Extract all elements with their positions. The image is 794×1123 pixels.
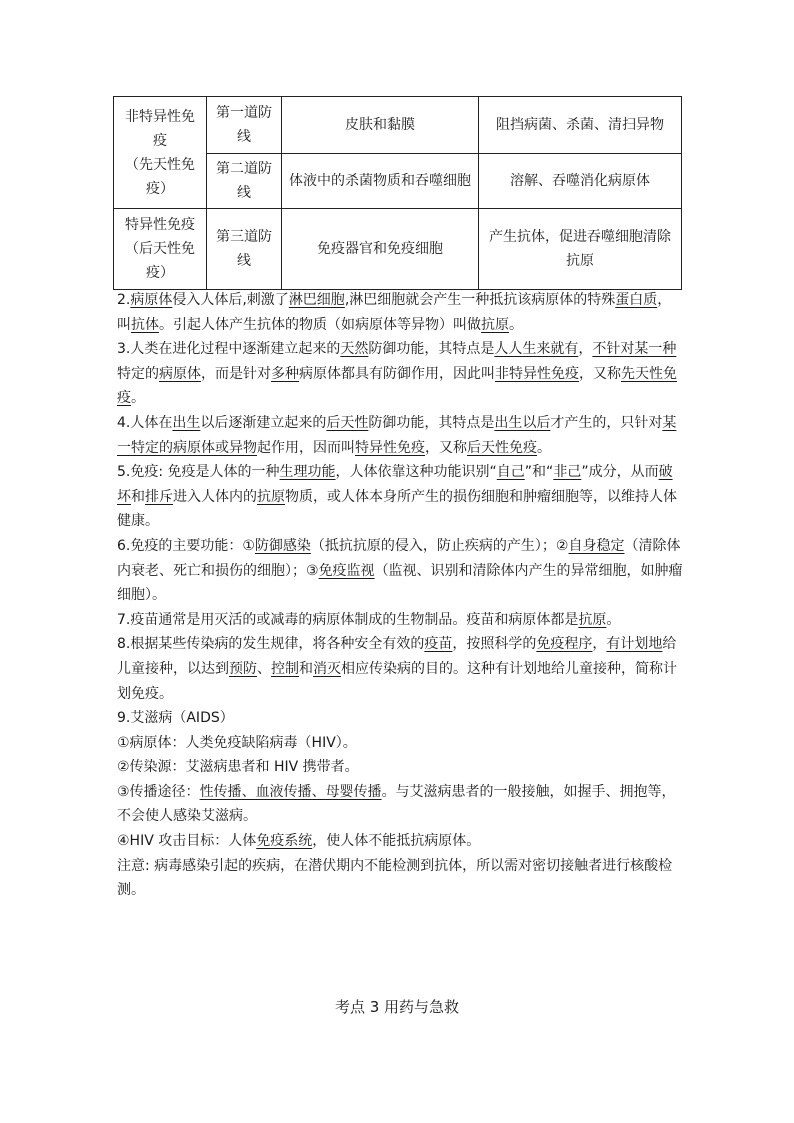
text: （抵抗抗原的侵入，防止疾病的产生）；② — [310, 537, 569, 554]
text: 5.免疫: 免疫是人体的一种 — [117, 464, 280, 481]
text: 相应传染病的目的。这种有计划地给儿童接种，简称计划免疫。 — [117, 660, 677, 702]
underlined-term: 免疫程序 — [536, 636, 593, 653]
underlined-term: 非特异性免疫 — [495, 365, 579, 382]
underlined-term: 后天性免疫 — [467, 439, 537, 456]
underlined-term: 性传播 — [199, 783, 242, 800]
text: 。引起人体产生抗体的物质（如病原体等异物）叫做 — [159, 316, 481, 333]
underlined-term: 预防 — [229, 660, 257, 677]
text: 防御功能，其特点是 — [368, 341, 495, 358]
cell-text: 疫 — [153, 132, 167, 149]
composition-cell: 体液中的杀菌物质和吞噬细胞 — [282, 154, 479, 209]
underlined-term: 多种 — [271, 365, 299, 382]
underlined-term: 出生以后 — [494, 414, 551, 431]
underlined-term: 病原体 — [130, 292, 173, 308]
text: ”和“ — [524, 464, 554, 481]
underlined-term: 有计划地 — [606, 636, 663, 653]
category-nonspecific-cell — [114, 97, 207, 209]
underlined-term: 某一特定的 — [117, 414, 677, 456]
paragraph-planned-immunization — [117, 632, 683, 706]
notes-body — [117, 288, 683, 903]
text: 以后逐渐建立起来的 — [200, 414, 327, 431]
underlined-term: 非己 — [553, 464, 582, 481]
text: ，人体依靠这种功能识别“ — [335, 464, 497, 481]
underlined-term: 抗体 — [131, 316, 159, 333]
underlined-term: 抗原 — [578, 611, 607, 628]
text: 给儿童接种，以达到 — [117, 636, 677, 677]
text: 。 — [509, 316, 523, 333]
cell-text: （先天性免 — [125, 156, 195, 173]
underlined-term: 人人生来就有 — [494, 341, 579, 358]
underlined-term: 免疫系统 — [256, 833, 313, 850]
cell-text: 疫） — [146, 180, 174, 197]
text: 防御功能，其特点是 — [368, 414, 495, 431]
text: 4.人体在 — [117, 414, 173, 431]
paragraph-immunity-definition — [117, 460, 683, 534]
underlined-term: 天然 — [340, 341, 369, 358]
text: ，叫 — [117, 292, 672, 333]
aids-pathogen: ①病原体：人类免疫缺陷病毒（HIV）。 — [117, 734, 357, 751]
function-cell — [479, 209, 682, 290]
underlined-term: 自身稳定 — [568, 537, 625, 554]
text: 6.免疫的主要功能：① — [117, 537, 255, 554]
text: ， — [592, 636, 607, 653]
defense-line-cell — [207, 97, 282, 154]
text: ③传播途径： — [117, 783, 200, 800]
cell-text: （后天性免 — [125, 241, 195, 257]
text: ， — [578, 341, 593, 358]
underlined-term: 先天性免疫 — [117, 365, 677, 407]
underlined-term: 自己 — [496, 464, 525, 481]
cell-text: 抗原 — [566, 253, 594, 269]
text: 侵入人体后,刺激了 — [172, 292, 289, 308]
underlined-term: 特异性免疫 — [355, 439, 425, 456]
text: ，使人体不能抵抗病原体。 — [312, 833, 481, 850]
underlined-term: 后天性 — [326, 414, 369, 431]
text: 、 — [257, 660, 271, 677]
underlined-term: 蛋白质 — [615, 292, 658, 308]
underlined-term: 免疫监视 — [318, 562, 375, 579]
paragraph-immune-functions — [117, 534, 683, 608]
underlined-term: 淋巴细胞 — [288, 292, 345, 308]
cell-text: 第一道防 — [216, 105, 272, 121]
underlined-term: 抗原 — [257, 488, 285, 505]
underlined-term: 病原体或异物 — [173, 439, 257, 456]
aids-transmission — [117, 780, 683, 829]
text: 、 — [311, 783, 326, 800]
text: 。 — [131, 390, 145, 407]
text: 才产生的，只针对 — [550, 414, 663, 431]
text: ”成分，从而 — [581, 464, 659, 481]
cell-text: 线 — [237, 253, 251, 269]
cell-text: 第二道防 — [216, 161, 272, 177]
aids-source: ②传染源：艾滋病患者和 HIV 携带者。 — [117, 759, 359, 776]
text: （清除体内衰老、死亡和损伤的细胞）；③ — [117, 537, 681, 579]
underlined-term: 病原体 — [159, 365, 201, 382]
aids-target — [117, 829, 683, 854]
text: 、 — [241, 783, 256, 800]
paragraph-antibody — [117, 288, 683, 337]
table-row — [114, 209, 682, 290]
text: 进入人体内的 — [173, 488, 257, 505]
underlined-term: 破坏 — [117, 464, 673, 505]
underlined-term: 控制 — [271, 660, 299, 677]
text: ,淋巴细胞就会产生一种抵抗该病原体的特殊 — [344, 292, 616, 308]
cell-text: 产生抗体，促进吞噬细胞清除 — [489, 229, 671, 245]
defense-line-cell — [207, 209, 282, 290]
text: 。与艾滋病患者的一般接触，如握手、拥抱等，不会使人感染艾滋病。 — [117, 783, 676, 825]
underlined-term: 疫苗 — [424, 636, 453, 653]
text: 2. — [117, 292, 131, 308]
text: 起作用，因而叫 — [257, 439, 355, 456]
function-cell: 阻挡病菌、杀菌、清扫异物 — [479, 97, 682, 154]
text: 3.人类在进化过程中逐渐建立起来的 — [117, 341, 341, 358]
text: 。 — [606, 611, 621, 628]
text: 。 — [537, 439, 551, 456]
text: 7.疫苗通常是用灭活的或减毒的病原体制成的生物制品。疫苗和病原体都是 — [117, 611, 579, 628]
paragraph-vaccine — [117, 608, 683, 633]
text: （监视、识别和清除体内产生的异常细胞，如肿瘤细胞）。 — [117, 562, 683, 604]
category-specific-cell — [114, 209, 207, 290]
text: 物质，或人体本身所产生的损伤细胞和肿瘤细胞等，以维持人体健康。 — [117, 488, 677, 530]
cell-text: 线 — [237, 185, 251, 201]
paragraph-nonspecific-immunity — [117, 337, 683, 411]
underlined-term: 防御感染 — [254, 537, 311, 554]
underlined-term: 排斥 — [145, 488, 173, 505]
text: ④HIV 攻击目标：人体 — [117, 833, 257, 850]
cell-text: 线 — [237, 129, 251, 145]
cell-text: 疫） — [146, 265, 174, 281]
text: 和 — [299, 660, 313, 677]
defense-line-cell — [207, 154, 282, 209]
underlined-term: 血液传播 — [255, 783, 312, 800]
composition-cell: 免疫器官和免疫细胞 — [282, 209, 479, 290]
underlined-term: 消灭 — [313, 660, 341, 677]
section-heading: 考点 3 用药与急救 — [334, 998, 460, 1016]
text: 特定的 — [117, 365, 159, 382]
paragraph-specific-immunity — [117, 411, 683, 460]
text: 和 — [131, 488, 145, 505]
underlined-term: 抗原 — [481, 316, 509, 333]
text: ，又称 — [579, 365, 621, 382]
cell-text: 特异性免疫 — [125, 217, 195, 233]
text: 病原体都具有防御作用，因此叫 — [299, 365, 495, 382]
text: ，按照科学的 — [452, 636, 537, 653]
underlined-term: 母婴传播 — [325, 783, 382, 800]
function-cell: 溶解、吞噬消化病原体 — [479, 154, 682, 209]
text: 8.根据某些传染病的发生规律，将各种安全有效的 — [117, 636, 425, 653]
cell-text: 第三道防 — [216, 229, 272, 245]
underlined-term: 出生 — [172, 414, 201, 431]
underlined-term: 不针对某一种 — [592, 341, 677, 358]
composition-cell: 皮肤和黏膜 — [282, 97, 479, 154]
immune-defense-table — [113, 96, 682, 290]
note-paragraph: 注意: 病毒感染引起的疾病，在潜伏期内不能检测到抗体，所以需对密切接触者进行核酸检测。 — [117, 857, 673, 899]
text: ，又称 — [425, 439, 467, 456]
underlined-term: 生理功能 — [279, 464, 336, 481]
cell-text: 非特异性免 — [125, 108, 195, 125]
table-row — [114, 97, 682, 154]
text: ，而是针对 — [201, 365, 271, 382]
aids-title: 9.艾滋病（AIDS） — [117, 710, 234, 727]
